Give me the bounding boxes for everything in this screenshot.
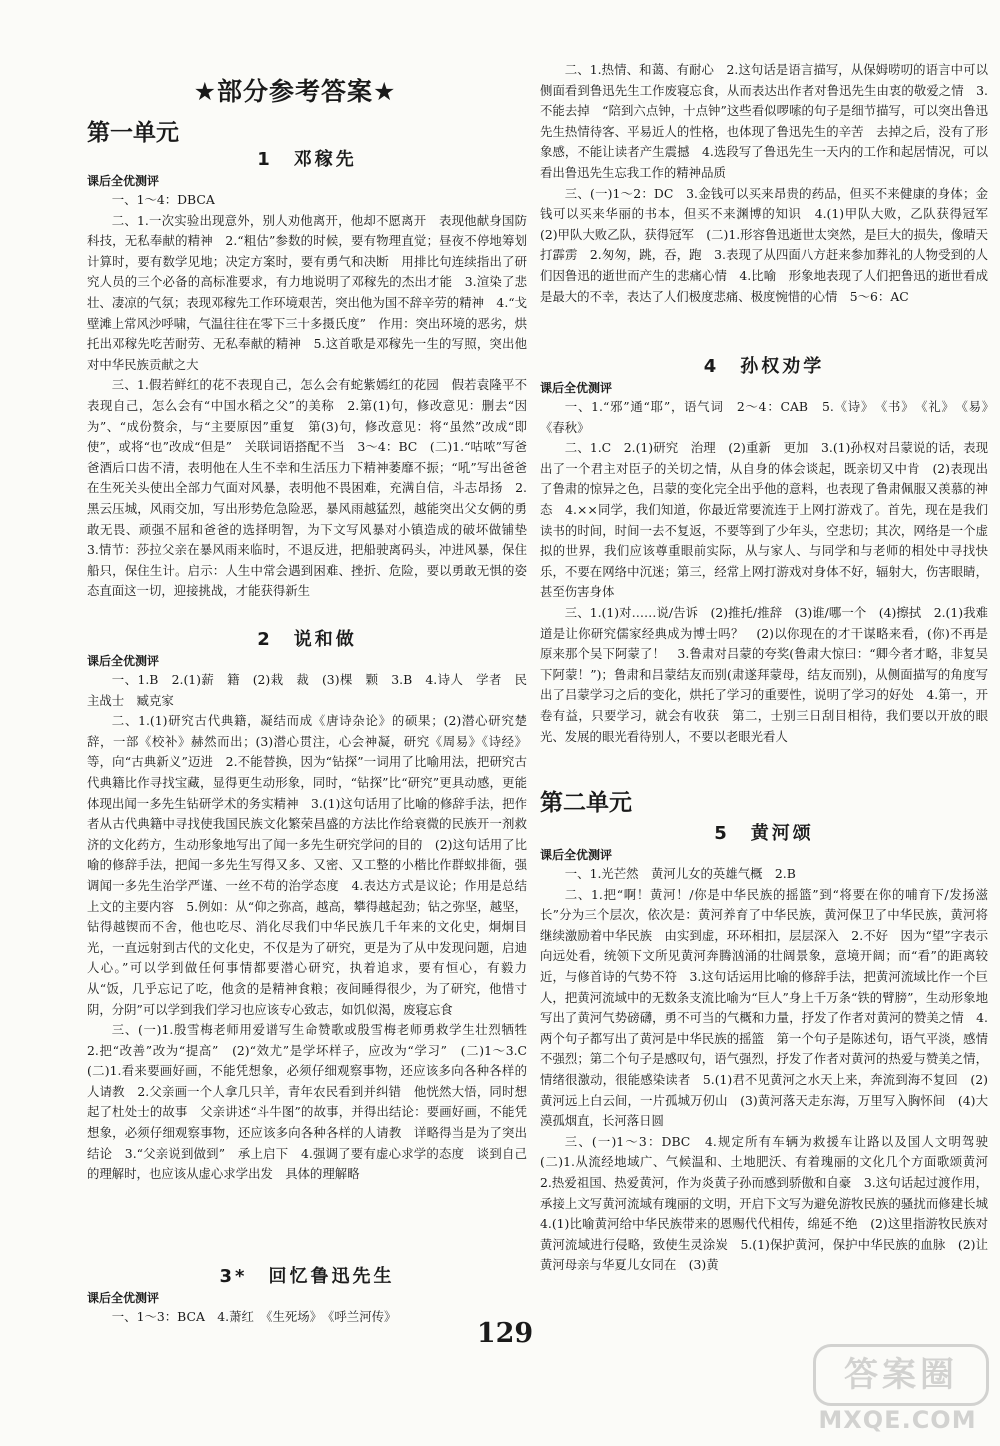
lesson-heading: 2 说和做 — [257, 629, 357, 650]
answer-paragraph: 三、1.假若鲜红的花不表现自己，怎么会有蛇紫嫣红的花园 假若袁隆平不表现自己，怎么会有“中国水稻之父”的美称 2.第(1)句，修改意见：删去“因为”、“成份赘余，与“主要原因”重复 第(3)句，修改意见：将“虽然”改成“即使”，或将“也”改成“但是” 关联词语搭配不当 3～4：BC (二)1.“咕哝”写爸爸酒后口齿不清，表明他在人生不幸和生活压力下精神萎靡不振；“吼”写出爸爸在生死关头使出全部力气面对风暴，表明他不畏困难，充满自信，斗志昂扬 2.黑云压城，风雨交加，写出形势危急险恶，暴风雨越猛烈，越能突出父女俩的勇敢无畏、顽强不屈和爸爸的选择明智，为下文写风暴对小镇造成的破坏做铺垫 3.情节：莎拉父亲在暴风雨来临时，不退反进，把船驶离码头，冲进风暴，保住船只，保住生计。启示：人生中常会遇到困难、挫折、危险，要以勇敢无惧的姿态直面这一切，迎接挑战，才能获得新生 — [87, 377, 540, 599]
section-label: 课后全优测评 — [87, 1291, 160, 1305]
lesson-heading: 5 黄河颂 — [714, 823, 814, 844]
lesson-2 — [87, 628, 540, 1185]
watermark-text: 答案圈 — [813, 1344, 989, 1406]
answer-paragraph: 二、1.C 2.(1)研究 治理 (2)重新 更加 3.(1)孙权对吕蒙说的话，表现出了一个君主对臣子的关切之情，从自身的体会谈起，既亲切又中肯 (2)表现出了鲁肃的惊异之色，吕蒙的变化完全出乎他的意料，也表现了鲁肃佩服又羡慕的神态 4.××同学，我们知道，你最近常要流连于上网打游戏了。首先，现在是我们读书的时间，时间一去不复返，不要等到了少年头，空悲切；其次，网络是一个虚拟的世界，我们应该尊重眼前实际，从与家人、与同学和与老师的相处中寻找快乐，不要在网络中沉迷；第三，经常上网打游戏对身体不好，辐射大，伤害眼睛，甚至伤害身体 — [540, 440, 988, 600]
answer-paragraph: 三、1.(1)对……说/告诉 (2)推托/推辞 (3)谁/哪一个 (4)擦拭 2.(1)我难道是让你研究儒家经典成为博士吗？ (2)以你现在的才干谋略来看，(你)不再是原来那个吴下阿蒙了！ 3.鲁肃对吕蒙的夸奖(鲁肃大惊曰：“卿今者才略，非复吴下阿蒙！”)；鲁肃和吕蒙结友而别(肃遂拜蒙母，结友而别)，从侧面描写的角度写出了吕蒙学习之后的变化，烘托了学习的重要性，说明了学习的好处 4.第一，开卷有益，只要学习，就会有收获 第二，士别三日刮目相待，我们要以开放的眼光、发展的眼光看待别人，不要以老眼光看人 — [540, 604, 988, 744]
answer-paragraph: 三、(一)1～2：DC 3.金钱可以买来昂贵的药品，但买不来健康的身体；金钱可以买来华丽的书本，但买不来渊博的知识 4.(1)甲队大败，乙队获得冠军 (2)甲队大败乙队，获得冠军 (二)1.形容鲁迅逝世太突然，是巨大的损失，像晴天打霹雳 2.匆匆，跳，吞，跑 3.表现了从四面八方赶来参加葬礼的人物受到的人们因鲁迅的逝世而产生的悲痛心情 4.比喻 形象地表现了人们把鲁迅的逝世看成是最大的不幸，表达了人们极度悲痛、极度惋惜的心情 5～6：AC — [540, 185, 1000, 304]
watermark-url: MXQE.COM — [818, 1406, 977, 1434]
section-label: 课后全优测评 — [87, 654, 160, 668]
answer-paragraph: 二、1.(1)研究古代典籍，凝结而成《唐诗杂论》的硕果；(2)潜心研究楚辞，一部《校补》赫然而出；(3)潜心贯注，心会神凝，研究《周易》《诗经》等，向“古典新义”迈进 2.不能替换，因为“钻探”一词用了比喻用法，把研究古代典籍比作寻找宝藏，显得更生动形象，同时，“钻探”比“研究”更具动感，更能体现出闻一多先生钻研学术的务实精神 3.(1)这句话用了比喻的修辞手法，把作者从古代典籍中寻找使我国民族文化繁荣昌盛的方法比作给衰微的民族开一剂救济的文化药方，生动形象地写出了闻一多先生研究学问的目的 (2)这句话用了比喻的修辞手法，把闻一多先生写得又多、又密、又工整的小楷比作群蚁排衙，强调闻一多先生治学严谨、一丝不苟的治学态度 4.表达方式是议论；作用是总结上文的主要内容 5.例如：从“仰之弥高，越高，攀得越起劲；钻之弥坚，越坚，钻得越锲而不舍，他也吃尽、消化尽我们中华民族几千年来的文化史，炯炯目光，一直远射到古代的文化史，不仅是为了研究，更是为了从中发现问题，启迪人心。”可以学到做任何事情都要潜心研究，执着追求，要有恒心，有毅力 从“饭，几乎忘记了吃，他贪的是精神食粮；夜间睡得很少，为了研究，他惜寸阴，分阴”可以学到我们学习也应该专心致志，如饥似渴，废寝忘食 — [87, 713, 540, 1017]
lesson-heading: 4 孙权劝学 — [703, 356, 825, 377]
answer-paragraph: 二、1.把“啊！黄河！/你是中华民族的摇篮”到“将要在你的哺育下/发扬滋长”分为三个层次，依次是：黄河养育了中华民族，黄河保卫了中华民族，黄河将继续激励着中华民族 由实到虚，环环相扣，层层深入 2.不好 因为“望”字表示向远处看，统领下文所见黄河奔腾汹涌的壮阔景象，意境开阔；而“看”的距离较近，与修首诗的气势不符 3.这句话运用比喻的修辞手法，把黄河流域比作一个巨人，把黄河流域中的无数条支流比喻为“巨人”身上千万条“铁的臂膀”，生动形象地写出了黄河气势磅礴，勇不可当的气概和力量，抒发了作者对黄河的赞美之情 4.两个句子都写出了黄河是中华民族的摇篮 第一个句子是陈述句，语气平淡，感情不强烈；第二个句子是感叹句，语气强烈，抒发了作者对黄河的热爱与赞美之情，情绪很激动，很能感染读者 5.(1)君不见黄河之水天上来，奔流到海不复回 (2)黄河远上白云间，一片孤城万仞山 (3)黄河落天走东海，万里写入胸怀间 (4)大漠孤烟直，长河落日圆 — [540, 886, 988, 1129]
unit-2-heading — [540, 788, 988, 818]
lesson-3-continued — [540, 60, 1000, 307]
page-number: 129 — [476, 1318, 534, 1349]
watermark-logo — [805, 1340, 990, 1440]
unit-1-heading — [87, 118, 527, 148]
lesson-heading: 1 邓稼先 — [257, 149, 357, 170]
answer-paragraph: 一、1～3：BCA 4.萧红 《生死场》 《呼兰河传》 — [111, 1309, 397, 1324]
lesson-4 — [540, 355, 1000, 747]
lesson-1 — [87, 148, 540, 602]
answer-paragraph: 三、(一)1～3：DBC 4.规定所有车辆为救援车让路以及国人文明驾驶 (二)1.从流经地域广、气候温和、土地肥沃、有着瑰丽的文化几个方面歌颂黄河 2.热爱祖国、热爱黄河，作为炎黄子孙而感到骄傲和自豪 3.这句话起过渡作用，承接上文写黄河流域有瑰丽的文明，开启下文写为避免游牧民族的骚扰而修建长城 4.(1)比喻黄河给中华民族带来的恩赐代代相传，绵延不绝 (2)这里指游牧民族对黄河流域进行侵略，致使生灵涂炭 5.(1)保护黄河，保护中华民族的血脉 (2)让黄河母亲与华夏儿女同在 (3)黄 — [540, 1133, 1000, 1273]
answer-paragraph: 二、1.一次实验出现意外，别人劝他离开，他却不愿离开 表现他献身国防科技，无私奉献的精神 2.“粗估”参数的时候，要有物理直觉；昼夜不停地筹划计算时，要有数学见地；决定方案时，要有勇气和决断 用排比句连续指出了研究人员的三个必备的高标准要求，有力地说明了邓稼先的杰出才能 3.渲染了悲壮、凄凉的气氛；表现邓稼先工作环境艰苦，突出他为国不辞辛劳的精神 4.“戈壁滩上常风沙呼啸，气温往往在零下三十多摄氏度” 作用：突出环境的恶劣，烘托出邓稼先吃苦耐劳、无私奉献的精神 5.这首歌是邓稼先一生的写照，突出他对中华民族贡献之大 — [87, 212, 528, 372]
lesson-5 — [540, 822, 1000, 1276]
section-label: 课后全优测评 — [540, 848, 613, 862]
answer-paragraph: 三、(一)1.殷雪梅老师用爱谱写生命赞歌或殷雪梅老师勇救学生壮烈牺牲 2.把“改善”改为“提高” (2)“效尤”是学坏样子，应改为“学习” (二)1～3.C (二)1.看来要画好画，不能凭想象，必须仔细观察事物，还应该多向各种各样的人请教 2.父亲画一个人拿几只羊，青年农民看到并纠错 他恍然大悟，同时想起了杜处士的故事 父亲讲述“斗牛图”的故事，并得出结论：要画好画，不能凭想象，必须仔细观察事物，还应该多向各种各样的人请教 详略得当是为了突出结论 3.“父亲说到做到” 承上启下 4.强调了要有虚心求学的态度 谈到自己的理解时，也应该从虚心求学出发 具体的理解略 — [87, 1022, 540, 1182]
answer-paragraph: 一、1.光芒然 黄河儿女的英雄气概 2.B — [564, 866, 796, 881]
answer-paragraph: 一、1.“邪”通“耶”，语气词 2～4：CAB 5.《诗》 《书》 《礼》 《易》 《春秋》 — [540, 399, 1000, 435]
lesson-heading: 3* 回忆鲁迅先生 — [219, 1266, 395, 1287]
unit-heading: 第二单元 — [540, 790, 632, 816]
answer-paragraph: 二、1.热情、和蔼、有耐心 2.这句话是语言描写，从保姆唠叨的语言中可以侧面看到鲁迅先生工作废寝忘食，从而表达出作者对鲁迅先生由衷的敬爱之情 3.不能去掉 “陪到六点钟，十点钟”这些看似啰嗦的句子是细节描写，可以突出鲁迅先生热情待客、平易近人的性格，也体现了鲁迅先生的辛苦 去掉之后，没有了形象感，不能让读者产生震撼 4.选段写了鲁迅先生一天内的工作和起居情况，可以看出鲁迅先生忘我工作的精神品质 — [540, 62, 988, 180]
section-label: 课后全优测评 — [540, 381, 613, 395]
answer-paragraph: 一、1.B 2.(1)薪 籍 (2)栽 裁 (3)棵 颗 3.B 4.诗人 学者 民主战士 臧克家 — [87, 672, 527, 708]
lesson-3 — [87, 1265, 527, 1328]
unit-heading: 第一单元 — [87, 120, 179, 146]
section-label: 课后全优测评 — [87, 174, 160, 188]
answer-paragraph: 一、1～4：DBCA — [111, 192, 215, 207]
page-title: ★部分参考答案★ — [193, 77, 397, 106]
